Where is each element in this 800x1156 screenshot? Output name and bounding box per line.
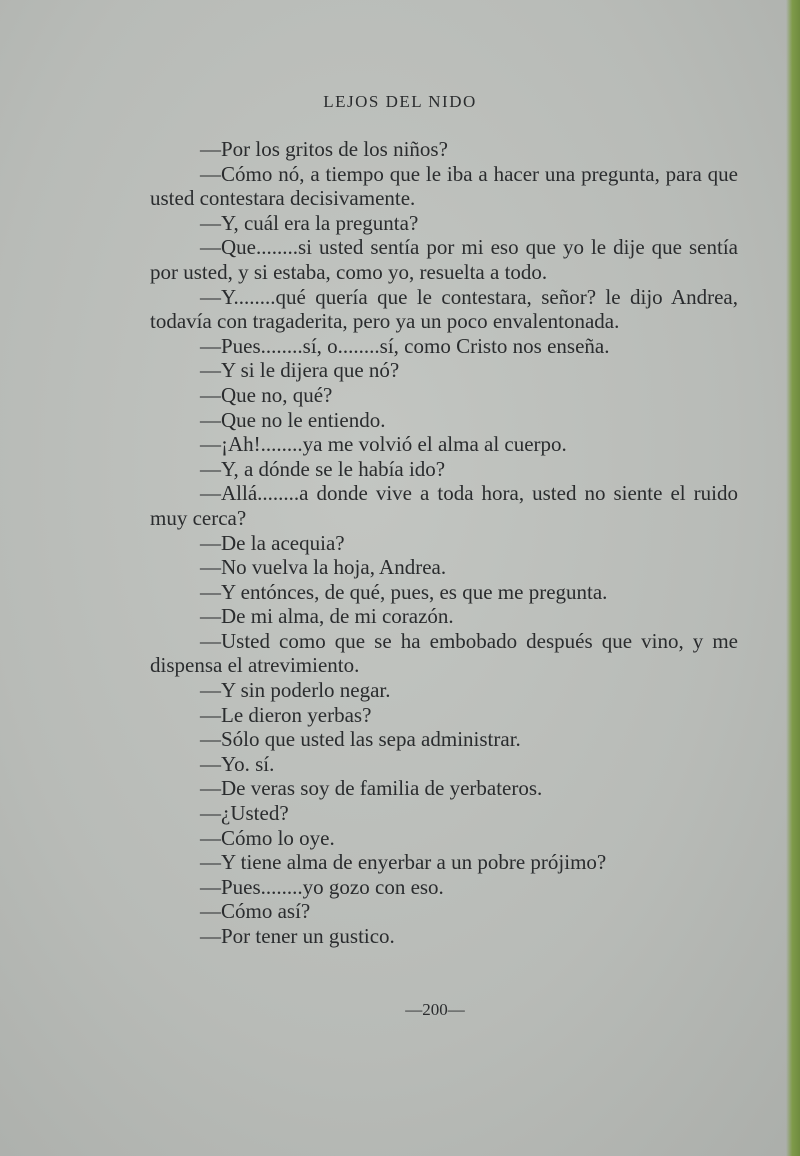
dialogue-paragraph: —Y, a dónde se le había ido? — [200, 456, 446, 481]
dialogue-paragraph: —Y sin poderlo negar. — [200, 678, 391, 703]
dialogue-paragraph: —Cómo nó, a tiempo que le iba a hacer una pregunta, para que usted contestara decisivamente. — [150, 161, 738, 211]
dialogue-paragraph: —¿Usted? — [200, 801, 289, 826]
dialogue-paragraph: —Que........si usted sentía por mi eso que yo le dije que sentía por usted, y si estaba, como yo, resuelta a todo. — [150, 235, 738, 284]
dialogue-paragraph: —Por los gritos de los niños? — [200, 137, 448, 161]
dialogue-paragraph: —Allá........a donde vive a toda hora, usted no siente el ruido muy cerca? — [150, 481, 738, 530]
dialogue-paragraph: —Cómo así? — [200, 899, 311, 924]
dialogue-paragraph: —No vuelva la hoja, Andrea. — [200, 555, 447, 580]
dialogue-paragraph: —Por tener un gustico. — [200, 924, 395, 948]
dialogue-paragraph: —Pues........sí, o........sí, como Cristo nos enseña. — [200, 333, 610, 358]
dialogue-paragraph: —Cómo lo oye. — [200, 825, 335, 850]
dialogue-paragraph: —Que no le entiendo. — [200, 407, 386, 432]
running-header: LEJOS DEL NIDO — [323, 92, 477, 111]
dialogue-paragraph: —De veras soy de familia de yerbateros. — [200, 776, 543, 801]
dialogue-paragraph: —¡Ah!........ya me volvió el alma al cuerpo. — [200, 432, 567, 457]
dialogue-paragraph: —Y, cuál era la pregunta? — [200, 210, 419, 235]
dialogue-paragraph: —De la acequia? — [200, 530, 345, 555]
page-edge — [786, 0, 800, 1156]
dialogue-paragraph: —Le dieron yerbas? — [200, 702, 372, 727]
body-text — [150, 137, 738, 949]
dialogue-paragraph: —Usted como que se ha embobado después que vino, y me dispensa el atrevimiento. — [150, 628, 738, 678]
dialogue-paragraph: —Pues........yo gozo con eso. — [200, 874, 444, 899]
dialogue-paragraph: —Sólo que usted las sepa administrar. — [200, 727, 521, 752]
dialogue-paragraph: —Y si le dijera que nó? — [200, 358, 400, 383]
dialogue-paragraph: —Y........qué quería que le contestara, señor? le dijo Andrea, todavía con tragaderita, pero ya un poco envalentonada. — [150, 284, 738, 334]
dialogue-paragraph: —Yo. sí. — [200, 751, 275, 776]
dialogue-paragraph: —Y tiene alma de enyerbar a un pobre prójimo? — [200, 850, 607, 875]
dialogue-paragraph: —Y entónces, de qué, pues, es que me pregunta. — [200, 579, 608, 604]
dialogue-paragraph: —Que no, qué? — [200, 382, 333, 407]
dialogue-paragraph: —De mi alma, de mi corazón. — [200, 604, 454, 629]
page-number: —200— — [405, 1000, 465, 1019]
